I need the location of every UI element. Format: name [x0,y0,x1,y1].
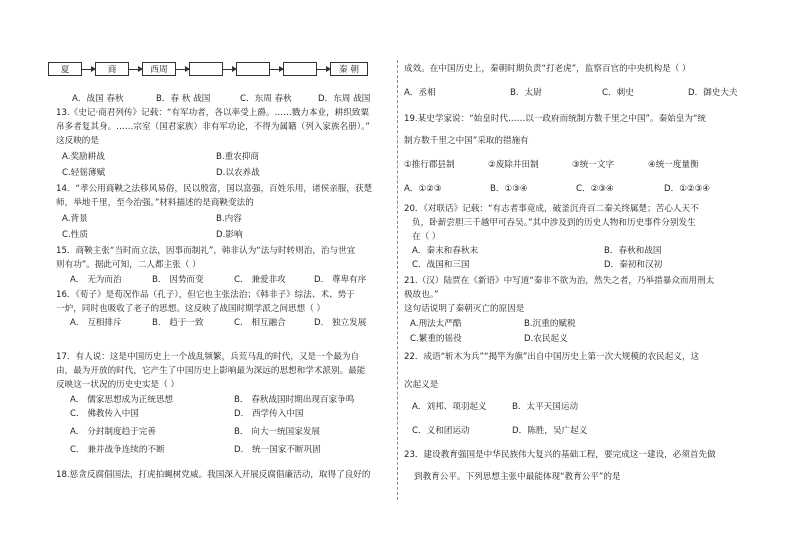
q21-option-d: D.农民起义 [524,334,568,344]
q17-option-d-alt: D． 统一国家不断巩固 [234,445,321,455]
q17-stem: 由，最为开放的时代，它产生了中国历史上影响最为深远的思想和学术派别。最能 [56,366,366,376]
q21-stem: 21.（汉）陆贾在《新语》中写道“秦非不欲为治，然失之者，乃举措暴众而用刑太 [404,276,715,286]
q21-stem: 这句话说明了秦朝灭亡的原因是 [404,304,525,314]
q16-stem: 一炉，同时也吸收了老子的思想。这反映了战国时期学派之间思想（ ） [56,304,326,314]
right-column [404,0,776,560]
q16-option-c: C． 相互融合 [234,318,286,328]
q19-stem: 制方数千里之中国”采取的措施有 [404,136,529,146]
q13-option-b: B.重农抑商 [216,152,260,162]
q22-option-c: C．义和团运动 [412,426,470,436]
q13-option-a: A.奖励耕战 [62,152,105,162]
q15-stem: 则有功”。据此可知，二人都主张（ ） [56,260,201,270]
left-column [56,0,396,560]
q19-item-1: ①推行郡县制 [404,160,455,170]
q20-stem: 负，卧薪尝胆三千越甲可吞吴。”其中涉及到的历史人物和历史事件分别发生 [412,218,696,228]
q19-option-a: A．①②③ [404,184,442,194]
q19-option-b: B．①③④ [490,184,528,194]
q12-option-b: B．春 秋 战国 [156,94,211,104]
q19-item-3: ③统一文字 [572,160,615,170]
q22-option-b: B．太平天国运动 [512,402,579,412]
q12-option-d: D．东周 战国 [318,94,371,104]
flow-box-xia: 夏 [48,62,82,76]
q20-option-a: A．秦末和春秋末 [412,246,479,256]
q14-option-c: C.性质 [62,230,88,240]
q22-option-a: A．刘邦、项羽起义 [412,402,487,412]
q17-option-a: A． 儒家思想成为正统思想 [70,395,174,405]
q21-stem: 极故也。” [404,290,439,300]
q17-option-a-alt: A． 分封制度趋于完善 [70,427,156,437]
q21-option-c: C.繁重的徭役 [410,334,462,344]
q20-option-d: D．秦初和汉初 [604,260,663,270]
q17-option-b-alt: B． 向大一统国家发展 [234,427,320,437]
q17-option-c-alt: C． 兼并战争连续的不断 [70,445,165,455]
q19-option-d: D．①②③④ [664,184,711,194]
q17-stem: 反映这一状况的历史史实是（ ） [56,380,180,390]
q18-option-c: C．刺史 [602,88,634,98]
q14-stem: 师，举地千里，至今治强。”材料描述的是商鞅变法的 [56,198,254,208]
flow-box-qin: 秦 朝 [330,62,368,76]
q20-stem: 在（ ） [412,232,441,242]
q17-option-c: C． 佛教传入中国 [70,409,139,419]
q14-option-d: D.影响 [216,230,243,240]
q13-stem: 13.《史记·商君列传》记载：“有军功者，各以率受上爵。……戮力本业，耕织致粟 [56,108,370,118]
q16-option-a: A． 互相排斥 [70,318,122,328]
q17-stem: 17．有人说：这是中国历史上一个战乱频繁，兵荒马乱的时代，又是一个最为自 [56,352,360,362]
q17-option-b: B． 春秋战国时期出现百家争鸣 [234,395,355,405]
q13-stem: 帛多者复其身。……宗室（国君家族）非有军功论，不得为属籍（列入家族名册）。” [56,122,370,132]
q23-stem: 23．建设教育强国是中华民族伟大复兴的基础工程，要完成这一建设，必须首先做 [404,450,716,460]
q15-option-d: D． 尊卑有序 [314,275,367,285]
q20-option-b: B．春秋和战国 [604,246,662,256]
flow-box-shang: 商 [95,62,129,76]
q22-stem: 22．成语“斩木为兵”“揭竿为旗”出自中国历史上第一次大规模的农民起义，这 [404,352,700,362]
q20-stem: 20．《对联话》记载：“有志者事竟成，破釜沉舟百二秦关终属楚；苦心人天不 [404,204,699,214]
flow-box-xizhou: 西周 [142,62,176,76]
q19-stem: 19.某史学家说：“始皇时代……以一政府而统制方数千里之中国”。秦始皇为“统 [404,114,707,124]
q21-option-a: A.刑法太严酷 [410,319,462,329]
q14-option-b: B.内容 [216,214,242,224]
q22-option-d: D．陈胜，吴广起义 [512,426,588,436]
q19-option-c: C．②③④ [576,184,614,194]
q18-option-b: B．太尉 [510,88,542,98]
q23-stem: 到教育公平。下列思想主张中最能体现“教育公平”的是 [414,472,621,482]
q13-option-d: D.以农养战 [216,168,260,178]
q18-option-d: D．御史大夫 [688,88,738,98]
q15-option-a: A． 无为而治 [70,275,122,285]
q15-option-b: B． 因势而变 [152,275,204,285]
q16-stem: 16．《荀子》是荀况作品（孔子），但它也主张法治；《韩非子》综法、术、势于 [56,290,355,300]
q12-option-c: C．东周 春秋 [240,94,292,104]
q12-option-a: A．战国 春秋 [72,94,124,104]
q14-stem: 14．“孝公用商鞅之法移风易俗，民以殷富，国以富强，百姓乐用，诸侯亲服，获楚 [56,184,373,194]
q19-item-4: ④统一度量衡 [648,160,699,170]
q18-stem-continued: 成效。在中国历史上，秦朝时期负责“打老虎”，监察百官的中央机构是（ ） [404,64,691,74]
q13-option-c: C.轻徭薄赋 [62,168,106,178]
q14-option-a: A.背景 [62,214,88,224]
q18-stem: 18.惩贪反腐倡国法，打虎拍蝇树党威。我国深入开展反腐倡廉活动，取得了良好的 [56,470,371,480]
q21-option-b: B.沉重的赋税 [524,319,576,329]
q15-stem: 15．商鞅主张“当时而立法，因事而制礼”，韩非认为“法与时转则治，治与世宜 [56,246,356,256]
q16-option-b: B． 趋于一致 [152,318,204,328]
q20-option-c: C．战国和三国 [412,260,470,270]
q16-option-d: D． 独立发展 [314,318,367,328]
q18-option-a: A．丞相 [404,88,436,98]
q15-option-c: C． 兼爱非攻 [234,275,286,285]
column-divider [397,60,398,500]
q13-stem: 这反映的是 [56,136,99,146]
q19-item-2: ②废除井田制 [488,160,539,170]
q22-stem: 次起义是 [404,380,439,390]
q17-option-d: D． 西学传入中国 [234,409,304,419]
